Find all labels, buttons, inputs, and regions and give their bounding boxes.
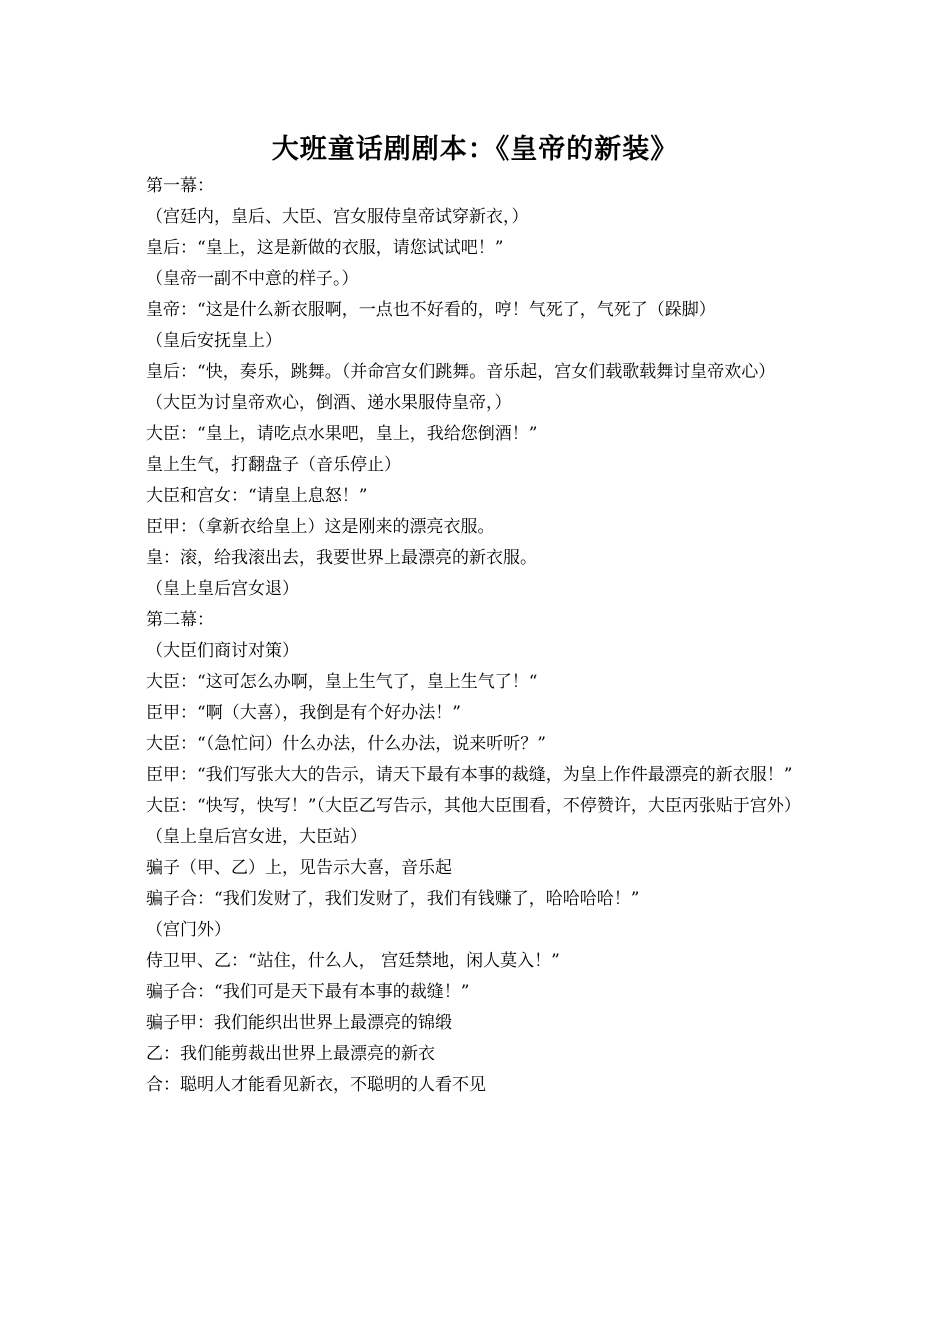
script-line: 第一幕： [146, 176, 214, 196]
script-line: （宫廷内，皇后、大臣、宫女服侍皇帝试穿新衣，） [146, 207, 529, 227]
script-line: 侍卫甲、乙：“站住，什么人， 宫廷禁地，闲人莫入！” [146, 951, 560, 971]
script-line: （皇后安抚皇上） [146, 331, 282, 351]
script-line: 皇后：“快，奏乐，跳舞。（并命宫女们跳舞。音乐起，宫女们载歌载舞讨皇帝欢心） [146, 362, 776, 382]
script-line: 骗子（甲、乙）上，见告示大喜，音乐起 [146, 858, 452, 878]
script-line: （皇帝一副不中意的样子。） [146, 269, 359, 289]
script-line: （皇上皇后宫女进，大臣站） [146, 827, 367, 847]
script-line: 大臣：“快写，快写！”（大臣乙写告示，其他大臣围看，不停赞许，大臣丙张贴于宫外） [146, 796, 801, 816]
script-line: （皇上皇后宫女退） [146, 579, 299, 599]
script-line: （大臣为讨皇帝欢心，倒酒、递水果服侍皇帝，） [146, 393, 512, 413]
script-line: 乙：我们能剪裁出世界上最漂亮的新衣 [146, 1044, 435, 1064]
script-line: 皇帝：“这是什么新衣服啊，一点也不好看的，哼！气死了，气死了（跺脚） [146, 300, 716, 320]
script-line: 皇：滚，给我滚出去，我要世界上最漂亮的新衣服。 [146, 548, 537, 568]
script-line: 臣甲：“啊（大喜），我倒是有个好办法！” [146, 703, 461, 723]
script-line: 合：聪明人才能看见新衣，不聪明的人看不见 [146, 1075, 486, 1095]
script-line: 骗子合：“我们可是天下最有本事的裁缝！” [146, 982, 470, 1002]
script-line: （大臣们商讨对策） [146, 641, 299, 661]
script-line: 大臣：“皇上，请吃点水果吧，皇上，我给您倒酒！” [146, 424, 538, 444]
script-line: 第二幕： [146, 610, 214, 630]
script-line: 皇上生气，打翻盘子（音乐停止） [146, 455, 401, 475]
script-line: 大臣：“这可怎么办啊，皇上生气了，皇上生气了！“ [146, 672, 538, 692]
script-line: 大臣：“（急忙问）什么办法，什么办法，说来听听？” [146, 734, 546, 754]
script-line: 骗子合：“我们发财了，我们发财了，我们有钱赚了，哈哈哈哈！” [146, 889, 640, 909]
script-line: 骗子甲：我们能织出世界上最漂亮的锦缎 [146, 1013, 452, 1033]
script-line: （宫门外） [146, 920, 231, 940]
script-line: 臣甲：（拿新衣给皇上）这是刚来的漂亮衣服。 [146, 517, 495, 537]
script-line: 大臣和宫女：“请皇上息怒！” [146, 486, 368, 506]
script-line: 臣甲：“我们写张大大的告示，请天下最有本事的裁缝，为皇上作件最漂亮的新衣服！” [146, 765, 793, 785]
script-body [146, 175, 816, 1105]
document-title: 大班童话剧剧本：《皇帝的新装》 [271, 134, 679, 165]
script-line: 皇后：“皇上，这是新做的衣服，请您试试吧！” [146, 238, 504, 258]
